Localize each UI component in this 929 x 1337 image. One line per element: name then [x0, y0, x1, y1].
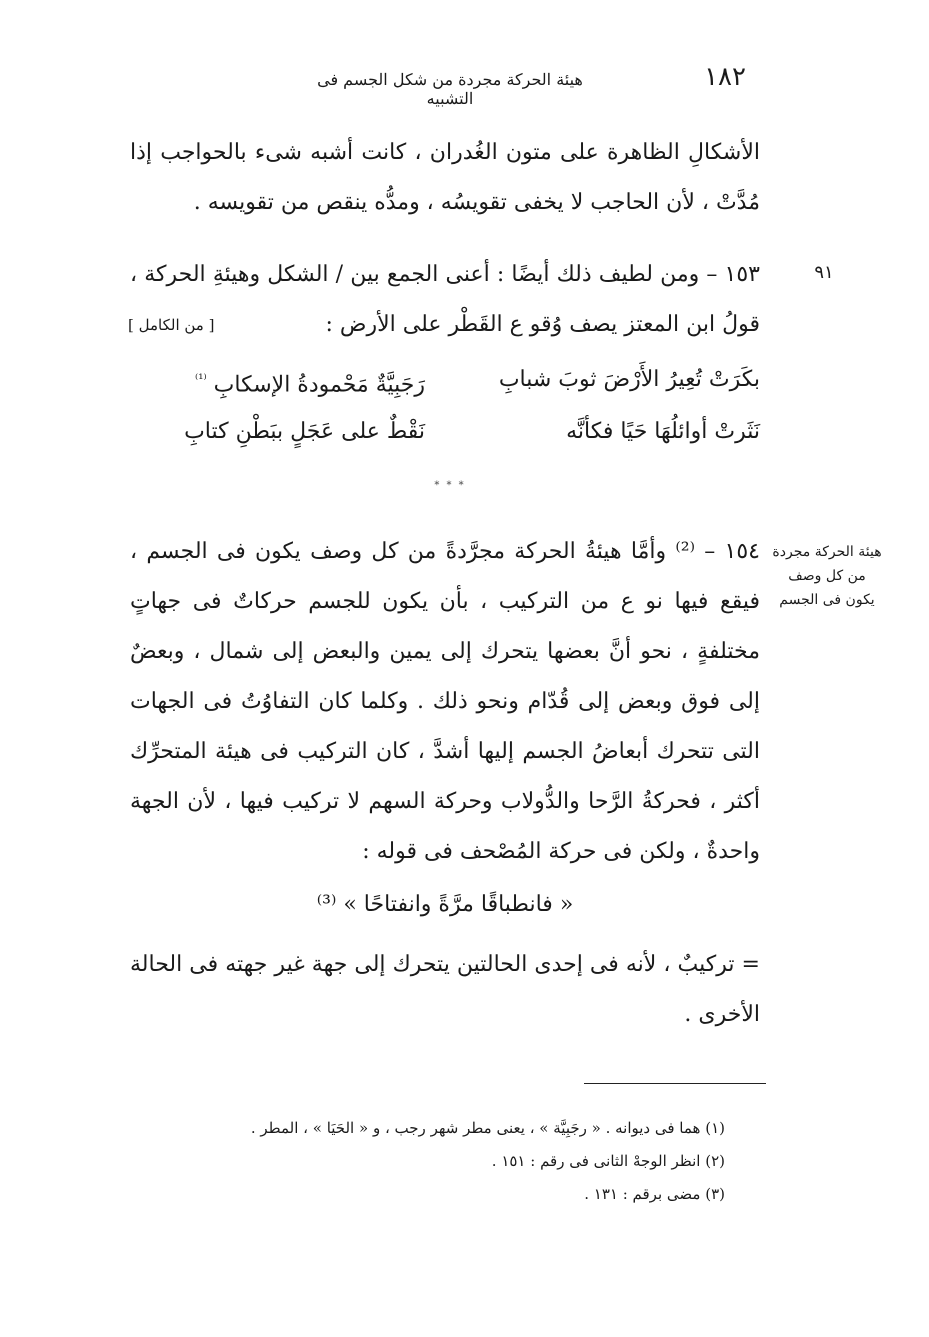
footnote-divider	[584, 1083, 766, 1084]
paragraph-continuation-end: = تركيبٌ ، لأنه فى إحدى الحالتين يتحرك إلى جهة غير جهته فى الحالة الأخرى .	[130, 952, 760, 1027]
verse-1-first-text: بكَرَتْ تُعِيرُ الأَرْضَ ثوبَ شبابِ	[498, 367, 760, 392]
paragraph-continuation: الأشكالِ الظاهرة على متون الغُدران ، كانت أشبه شىء بالحواجب إذا مُدَّتْ ، لأن الحاجب لا يخفى تقويسُه ، ومدُّه ينقص من تقويسه .	[130, 140, 760, 215]
paragraph-154: ١٥٤ – ⁽²⁾ وأمَّا هيئةُ الحركة مجرَّدةً من كل وصف يكون فى الجسم ، فيقع فيها نو ع من التركيب ، بأن يكون للجسم حركاتٌ فى جهاتٍ مختلفةٍ ، نحو أنَّ بعضها يتحرك إلى يمين والبعض إلى شمال ، وبعضٌ إلى فوق وبعض إلى قُدّام ونحو ذلك . وكلما كان التفاوُتُ فى الجهات التى تتحرك أبعاضُ الجسم إليها أشدَّ ، كان التركيب فى هيئة المتحرِّك أكثر ، فحركةُ الرَّحا والدُّولاب وحركة السهم لا تركيب فيها ، لأن الجهة واحدةٌ ، ولكن فى حركة المُصْحف فى قوله :	[130, 539, 760, 864]
paragraph-153: ١٥٣ – ومن لطيف ذلك أيضًا : أعنى الجمع بين / الشكل وهيئةِ الحركة ، قولُ ابن المعتز يصف وُقو ع القَطْر على الأرض :	[130, 262, 760, 337]
verse-1-first-hemistich	[440, 354, 760, 406]
meter-label: [ من الكامل ]	[128, 316, 215, 334]
section-separator: * * *	[434, 480, 466, 491]
footnote-1: (١) هما فى ديوانه . « رجَبِيَّة » ، يعنى مطر شهر رجب ، و « الحَيَا » ، المطر .	[250, 1119, 725, 1137]
page-number: ١٨٢	[704, 62, 746, 92]
quoted-verse: « فانطباقًا مرَّةً وانفتاحًا » ⁽³⁾	[316, 892, 574, 917]
footnote-marker-1: ⁽¹⁾	[195, 372, 207, 387]
verse-2-second-hemistich: نَقْطٌ على عَجَلٍ ببَطْنِ كتابِ	[184, 419, 425, 444]
verse-2-first-hemistich: نَثَرتْ أوائلُهَا حَيًا فكأنَّه	[566, 419, 760, 444]
footnotes	[180, 1112, 725, 1211]
verse-1-second-hemistich	[150, 354, 425, 411]
verse-1-second-text: رَجَبِيَّةٌ مَحْمودةُ الإسكابِ	[213, 372, 425, 398]
footnote-2: (٢) انظر الوجهْ الثانى فى رقم : ١٥١ .	[491, 1152, 725, 1170]
footnote-3: (٣) مضى برقم : ١٣١ .	[584, 1185, 725, 1203]
margin-side-note: هيئة الحركة مجردة من كل وصف يكون فى الجسم	[772, 544, 882, 608]
margin-reference-number: ٩١	[814, 262, 834, 283]
running-title: هيئة الحركة مجردة من شكل الجسم فى التشبيه	[317, 70, 583, 108]
